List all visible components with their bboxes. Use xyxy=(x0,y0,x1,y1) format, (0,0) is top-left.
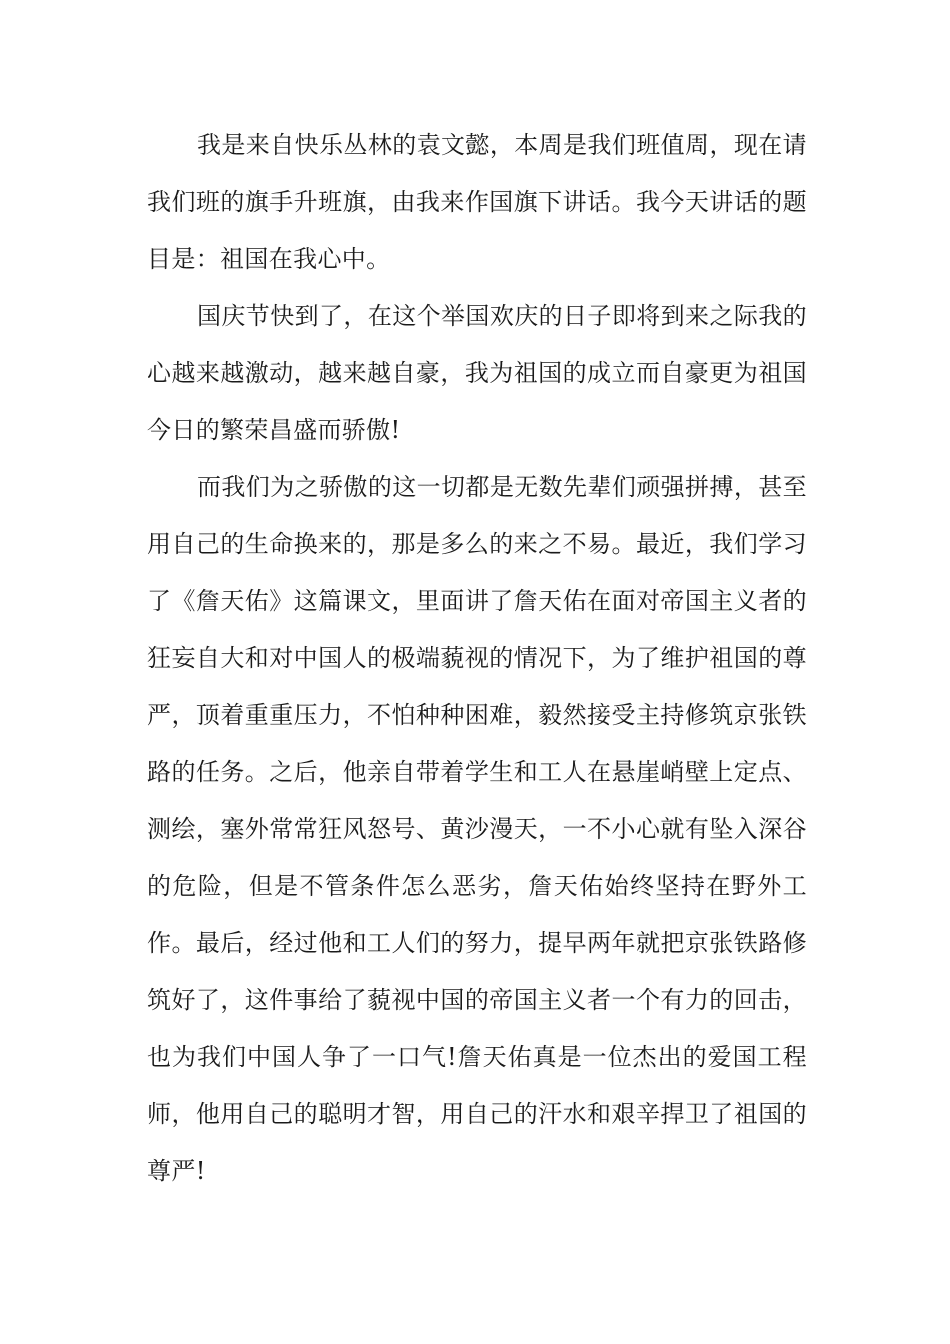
paragraph-intro: 我是来自快乐丛林的袁文懿，本周是我们班值周，现在请我们班的旗手升班旗，由我来作国旗下讲话。我今天讲话的题目是：祖国在我心中。 xyxy=(147,131,807,273)
paragraph-national-day: 国庆节快到了，在这个举国欢庆的日子即将到来之际我的心越来越激动，越来越自豪，我为祖国的成立而自豪更为祖国今日的繁荣昌盛而骄傲! xyxy=(147,302,807,444)
document-body xyxy=(147,117,807,1200)
paragraph-zhan-tianyou: 而我们为之骄傲的这一切都是无数先辈们顽强拼搏，甚至用自己的生命换来的，那是多么的来之不易。最近，我们学习了《詹天佑》这篇课文，里面讲了詹天佑在面对帝国主义者的狂妄自大和对中国人的极端藐视的情况下，为了维护祖国的尊严，顶着重重压力，不怕种种困难，毅然接受主持修筑京张铁路的任务。之后，他亲自带着学生和工人在悬崖峭壁上定点、测绘，塞外常常狂风怒号、黄沙漫天，一不小心就有坠入深谷的危险，但是不管条件怎么恶劣，詹天佑始终坚持在野外工作。最后，经过他和工人们的努力，提早两年就把京张铁路修筑好了，这件事给了藐视中国的帝国主义者一个有力的回击，也为我们中国人争了一口气!詹天佑真是一位杰出的爱国工程师，他用自己的聪明才智，用自己的汗水和艰辛捍卫了祖国的尊严! xyxy=(147,473,807,1185)
